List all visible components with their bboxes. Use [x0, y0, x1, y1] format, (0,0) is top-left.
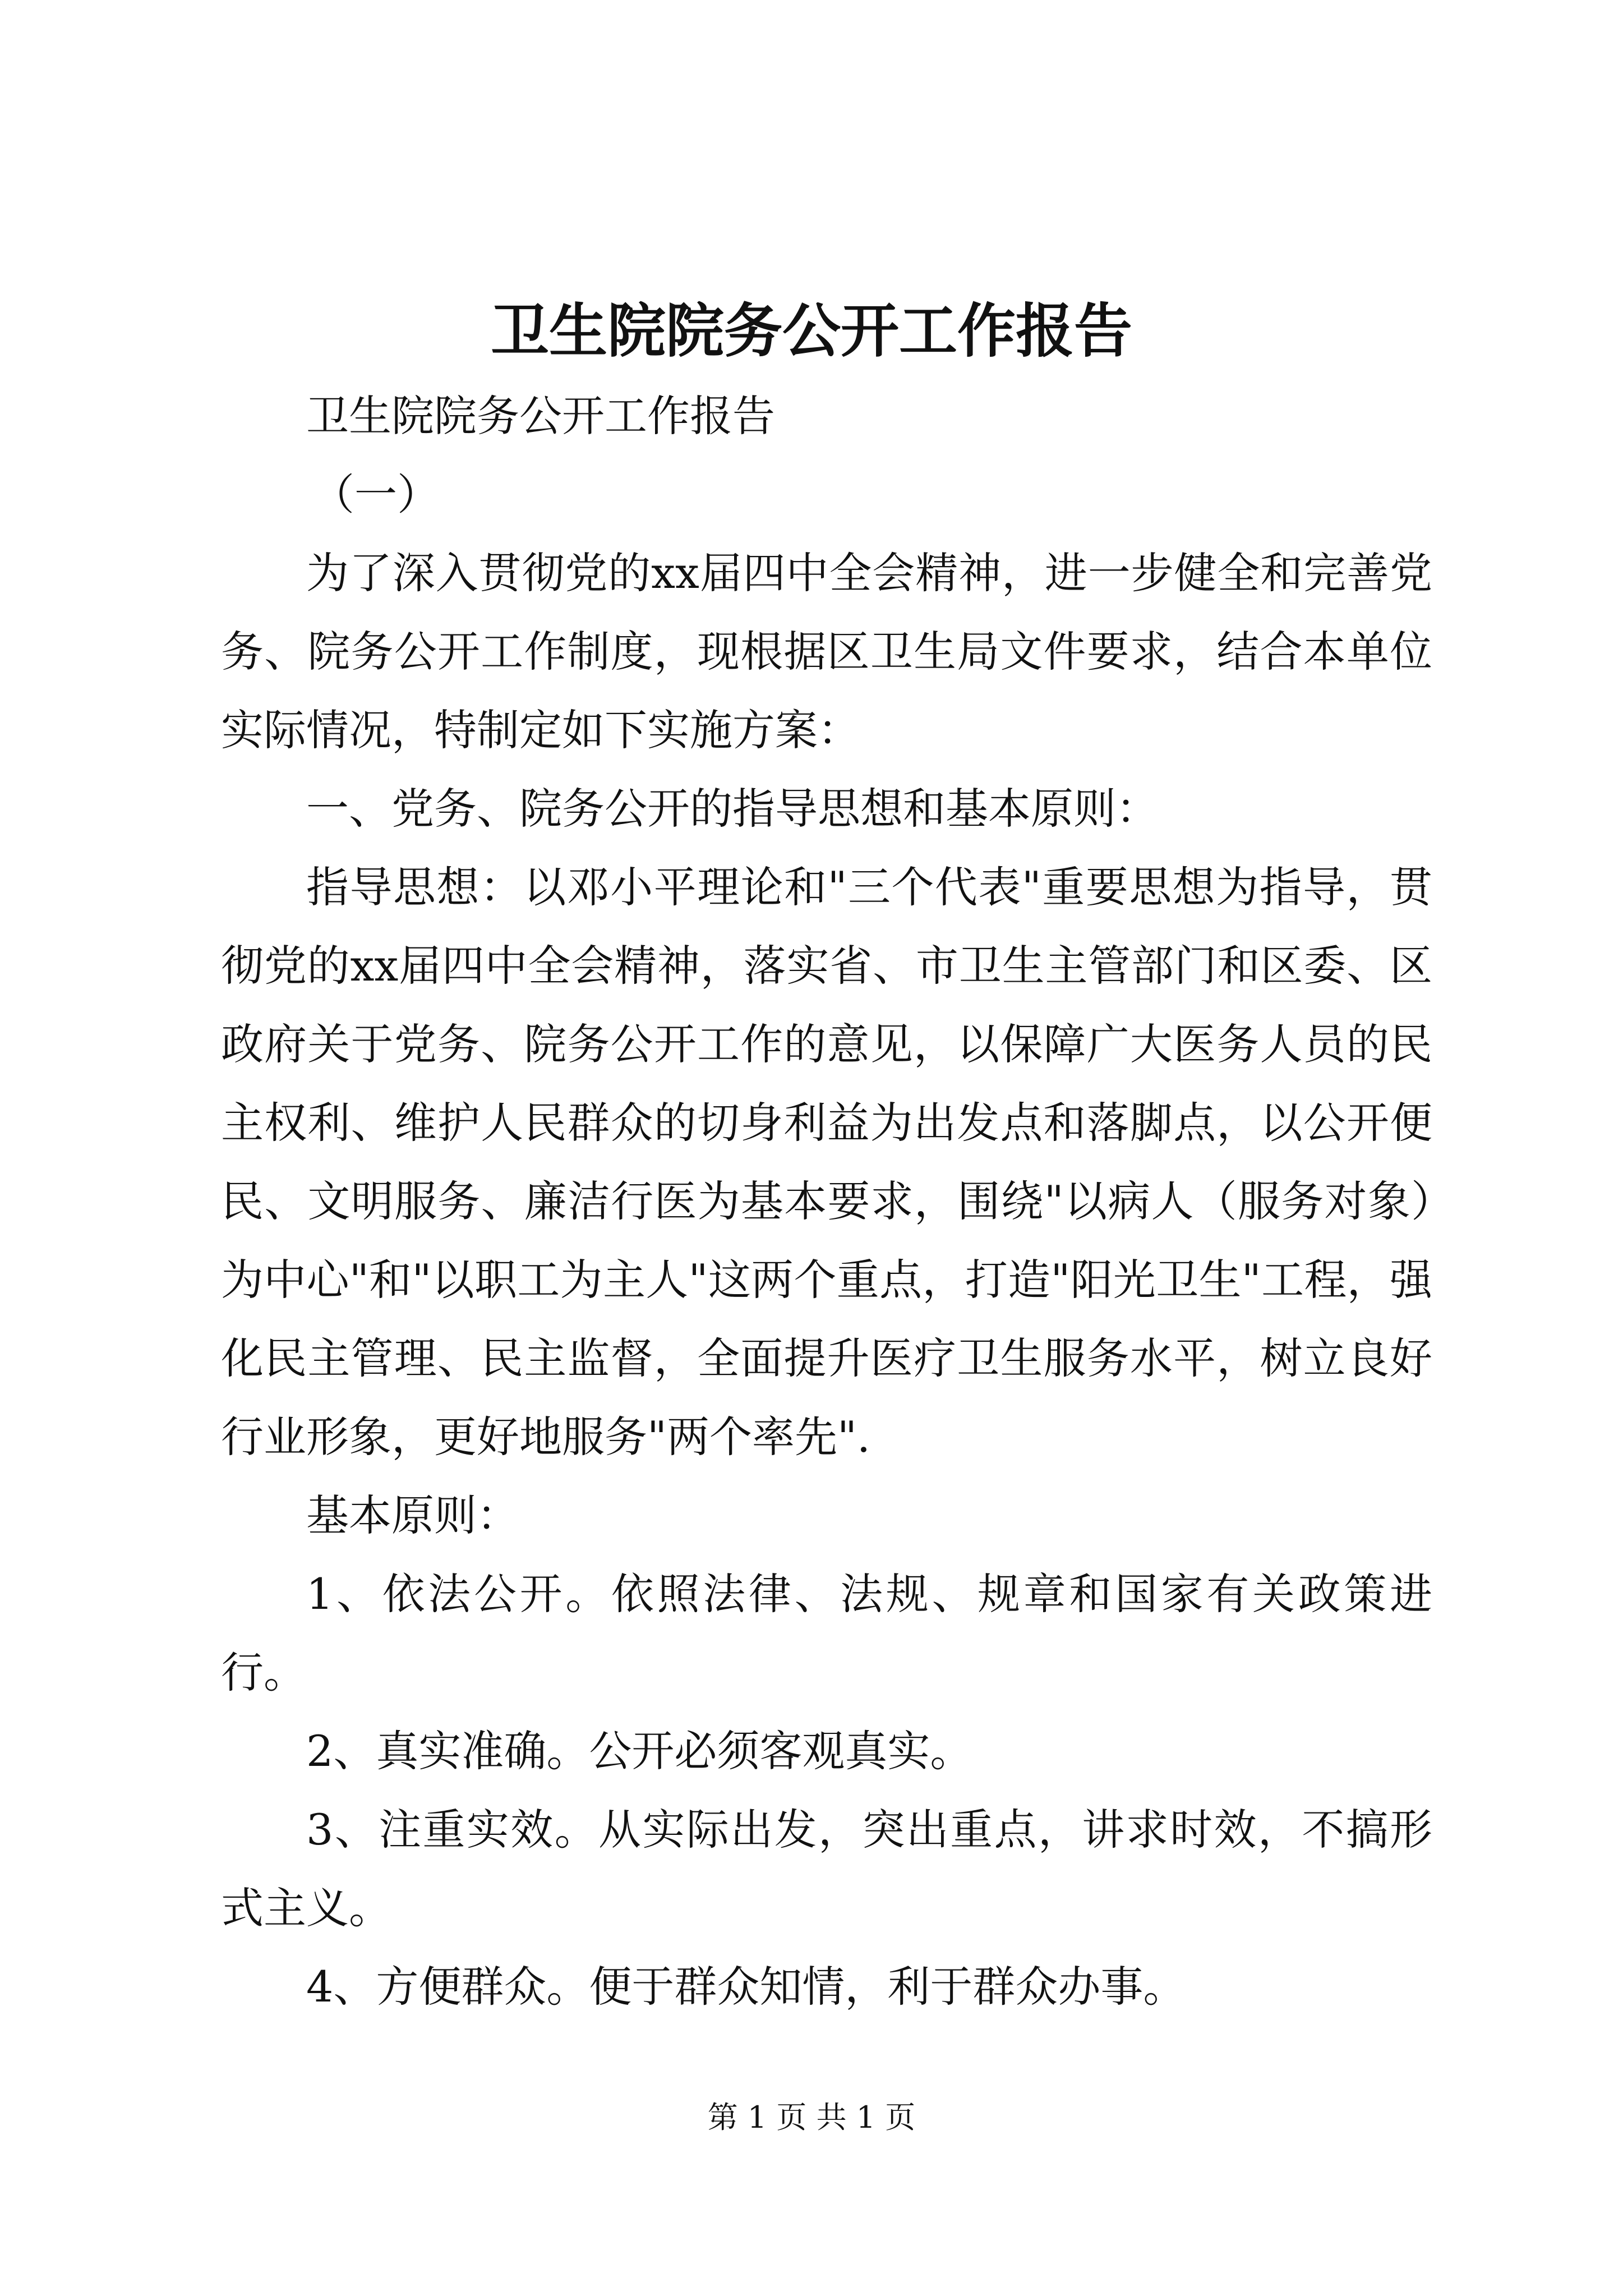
principle-item-1: 1、依法公开。依照法律、法规、规章和国家有关政策进行。: [221, 1569, 1432, 1697]
principle-item-3: 3、注重实效。从实际出发，突出重点，讲求时效，不搞形式主义。: [221, 1805, 1432, 1933]
document-body: [221, 377, 1432, 2026]
principle-item-2: 2、真实准确。公开必须客观真实。: [306, 1726, 973, 1776]
guiding-ideology-paragraph: 指导思想：以邓小平理论和"三个代表"重要思想为指导，贯彻党的xx届四中全会精神，落实省、市卫生主管部门和区委、区政府关于党务、院务公开工作的意见，以保障广大医务人员的民主权利、维护人民群众的切身利益为出发点和落脚点，以公开便民、文明服务、廉洁行医为基本要求，围绕"以病人（服务对象）为中心"和"以职工为主人"这两个重点，打造"阳光卫生"工程，强化民主管理、民主监督，全面提升医疗卫生服务水平，树立良好行业形象，更好地服务"两个率先".: [221, 862, 1432, 1462]
subtitle-paragraph: 卫生院院务公开工作报告: [306, 391, 775, 441]
section-heading-paragraph: 一、党务、院务公开的指导思想和基本原则：: [306, 784, 1159, 834]
page-footer: 第 1 页 共 1 页: [707, 2100, 916, 2135]
intro-paragraph: 为了深入贯彻党的xx届四中全会精神，进一步健全和完善党务、院务公开工作制度，现根据区卫生局文件要求，结合本单位实际情况，特制定如下实施方案：: [221, 548, 1432, 755]
section-number-paragraph: （一）: [312, 470, 440, 519]
principle-item-4: 4、方便群众。便于群众知情，利于群众办事。: [306, 1962, 1186, 2012]
document-title: 卫生院院务公开工作报告: [490, 296, 1132, 365]
basic-principles-heading: 基本原则：: [306, 1490, 519, 1540]
